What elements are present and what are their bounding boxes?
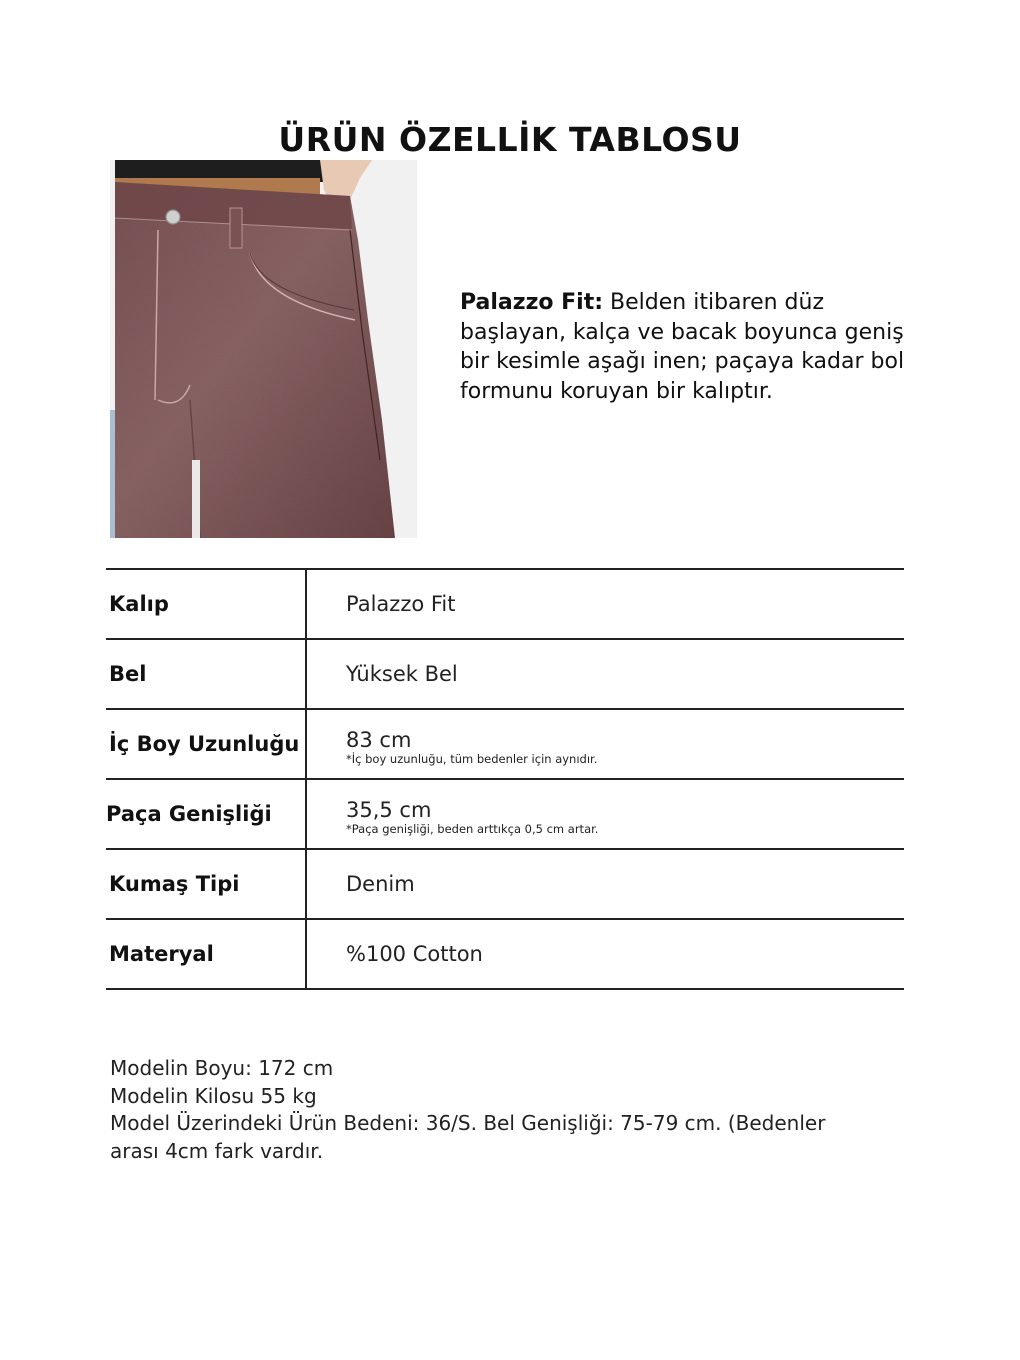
- model-weight: Modelin Kilosu 55 kg: [110, 1083, 317, 1108]
- spec-key: Paça Genişliği: [106, 780, 307, 848]
- product-image: [110, 160, 417, 538]
- fit-description: [460, 288, 930, 406]
- spec-row-materyal: [106, 920, 904, 990]
- spec-value: Denim: [346, 872, 415, 896]
- spec-row-bel: [106, 640, 904, 710]
- spec-key: İç Boy Uzunluğu: [106, 710, 307, 778]
- spec-table: [106, 568, 904, 990]
- spec-value: Palazzo Fit: [346, 592, 456, 616]
- spec-key: Kalıp: [106, 570, 307, 638]
- spec-row-ic-boy: [106, 710, 904, 780]
- spec-value-cell: [307, 640, 904, 708]
- model-info: [110, 1055, 910, 1165]
- spec-row-kumas: [106, 850, 904, 920]
- spec-value: 83 cm: [346, 728, 412, 752]
- spec-note: *Paça genişliği, beden arttıkça 0,5 cm artar.: [346, 822, 599, 836]
- fit-description-text: Belden itibaren düz başlayan, kalça ve bacak boyunca geniş bir kesimle aşağı inen; paçaya kadar bol formunu koruyan bir kalıptır.: [460, 290, 905, 404]
- spec-value-cell: [307, 850, 904, 918]
- spec-note: *İç boy uzunluğu, tüm bedenler için aynıdır.: [346, 752, 598, 766]
- spec-key: Materyal: [106, 920, 307, 988]
- spec-row-paca: [106, 780, 904, 850]
- page-title: ÜRÜN ÖZELLİK TABLOSU: [278, 120, 742, 160]
- spec-value-cell: [307, 780, 904, 848]
- model-size-note: arası 4cm fark vardır.: [110, 1138, 324, 1163]
- spec-value: 35,5 cm: [346, 798, 432, 822]
- model-height: Modelin Boyu: 172 cm: [110, 1056, 334, 1080]
- spec-value: Yüksek Bel: [346, 662, 458, 686]
- model-size: Model Üzerindeki Ürün Bedeni: 36/S. Bel Genişliği: 75-79 cm. (Bedenler: [110, 1111, 826, 1135]
- spec-value: %100 Cotton: [346, 942, 483, 966]
- spec-value-cell: [307, 920, 904, 988]
- jeans-photo-illustration: [110, 160, 417, 538]
- spec-value-cell: [307, 710, 904, 778]
- spec-key: Kumaş Tipi: [106, 850, 307, 918]
- spec-key: Bel: [106, 640, 307, 708]
- fit-description-label: Palazzo Fit:: [460, 290, 604, 315]
- spec-value-cell: [307, 570, 904, 638]
- spec-row-kalip: [106, 570, 904, 640]
